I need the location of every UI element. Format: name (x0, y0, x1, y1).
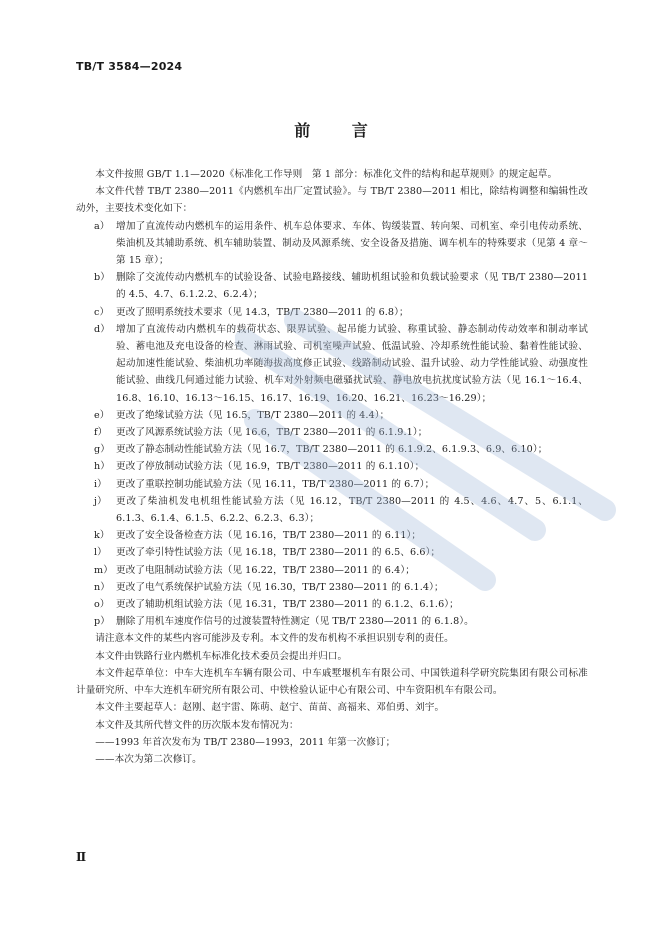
item-label: m） (94, 564, 113, 576)
item-text: 更改了重联控制功能试验方法（见 16.11，TB/T 2380—2011 的 6.7）； (116, 478, 435, 490)
item-label: p） (94, 616, 110, 628)
list-item (76, 218, 588, 270)
document-body (76, 166, 588, 768)
item-text: 更改了风源系统试验方法（见 16.6，TB/T 2380—2011 的 6.1.9.1）； (116, 427, 428, 439)
item-label: i） (94, 478, 107, 490)
item-text: 增加了直流传动内燃机车的载荷状态、限界试验、起吊能力试验、称重试验、静态制动传动效率和制动率试验、蓄电池及充电设备的检查、淋雨试验、司机室噪声试验、低温试验、冷却系统性能试验、黏着性能试验、起动加速性能试验、柴油机功率随海拔高度修正试验、线路制动试验、温升试验、动力学性能试验、动强度性能试验、曲线几何通过能力试验、机车对外射频电磁骚扰试验、静电放电抗扰度试验方法（见 16.1～16.4、16.8、16.10、16.13～16.15、16.17、16.19、16.20、16.21、16.23～16.29）； (116, 323, 588, 404)
paragraph-history-1993: ——1993 年首次发布为 TB/T 2380—1993，2011 年第一次修订； (95, 736, 396, 748)
item-text: 更改了照明系统技术要求（见 14.3，TB/T 2380—2011 的 6.8）； (116, 306, 409, 318)
item-label: j） (94, 495, 107, 507)
item-label: b） (94, 272, 110, 284)
page-number: Ⅱ (76, 850, 87, 864)
item-label: e） (94, 409, 110, 421)
list-item (76, 596, 588, 613)
list-item (76, 304, 588, 321)
change-list (76, 218, 588, 631)
list-item (76, 321, 588, 407)
item-label: g） (94, 444, 110, 456)
list-item (76, 562, 588, 579)
item-text: 删除了用机车速度作信号的过渡装置特性测定（见 TB/T 2380—2011 的 6.1.8）。 (116, 616, 474, 628)
item-label: l） (94, 547, 107, 559)
document-code: TB/T 3584—2024 (76, 60, 183, 73)
item-text: 更改了电气系统保护试验方法（见 16.30，TB/T 2380—2011 的 6.1.4）； (116, 581, 444, 593)
paragraph-replacement-note: 本文件代替 TB/T 2380—2011《内燃机车出厂定置试验》。与 TB/T 2380—2011 相比，除结构调整和编辑性改动外，主要技术变化如下： (76, 186, 588, 215)
item-text: 更改了牵引特性试验方法（见 16.18，TB/T 2380—2011 的 6.5、6.6）； (116, 547, 441, 559)
paragraph-drafters: 本文件主要起草人：赵刚、赵宇雷、陈萌、赵宁、苗苗、高福来、邓伯勇、刘宇。 (95, 702, 445, 714)
paragraph-committee: 本文件由铁路行业内燃机车标准化技术委员会提出并归口。 (95, 650, 348, 662)
item-label: o） (94, 599, 110, 611)
item-label: d） (94, 323, 110, 335)
item-label: f） (94, 427, 108, 439)
list-item (76, 493, 588, 527)
list-item (76, 579, 588, 596)
list-item (76, 407, 588, 424)
item-text: 更改了静态制动性能试验方法（见 16.7，TB/T 2380—2011 的 6.1.9.2、6.1.9.3、6.9、6.10）； (116, 444, 548, 456)
list-item (76, 527, 588, 544)
item-text: 更改了电阻制动试验方法（见 16.22，TB/T 2380—2011 的 6.4）； (116, 564, 415, 576)
item-label: k） (94, 530, 110, 542)
item-text: 更改了辅助机组试验方法（见 16.31，TB/T 2380—2011 的 6.1.2、6.1.6）； (116, 599, 459, 611)
item-label: h） (94, 461, 110, 473)
paragraph-drafting-rule: 本文件按照 GB/T 1.1—2020《标准化工作导则 第 1 部分：标准化文件的结构和起草规则》的规定起草。 (95, 169, 558, 180)
page-title: 前 言 (294, 121, 386, 140)
paragraph-drafting-units: 本文件起草单位：中车大连机车车辆有限公司、中车戚墅堰机车有限公司、中国铁道科学研究院集团有限公司标准计量研究所、中车大连机车研究所有限公司、中铁检验认证中心有限公司、中车资阳机车有限公司。 (76, 667, 588, 697)
list-item (76, 544, 588, 561)
paragraph-history-intro: 本文件及其所代替文件的历次版本发布情况为： (95, 719, 299, 731)
list-item (76, 441, 588, 458)
paragraph-patent-notice: 请注意本文件的某些内容可能涉及专利。本文件的发布机构不承担识别专利的责任。 (95, 633, 454, 645)
item-text: 删除了交流传动内燃机车的试验设备、试验电路接线、辅助机组试验和负载试验要求（见 TB/T 2380—2011 的 4.5、4.7、6.1.2.2、6.2.4）； (116, 272, 588, 301)
list-item (76, 458, 588, 475)
item-label: a） (94, 220, 110, 232)
item-text: 更改了柴油机发电机组性能试验方法（见 16.12，TB/T 2380—2011 的 4.5、4.6、4.7、5、6.1.1、6.1.3、6.1.4、6.1.5、6.2.2、6.2.3、6.3）； (116, 495, 588, 525)
item-text: 更改了安全设备检查方法（见 16.16，TB/T 2380—2011 的 6.11）； (116, 530, 422, 542)
list-item (76, 269, 588, 303)
item-text: 更改了绝缘试验方法（见 16.5，TB/T 2380—2011 的 4.4）； (116, 409, 390, 421)
item-text: 更改了停放制动试验方法（见 16.9，TB/T 2380—2011 的 6.1.10）； (116, 461, 425, 473)
list-item (76, 424, 588, 441)
paragraph-history-current: ——本次为第二次修订。 (95, 753, 202, 765)
item-label: n） (94, 581, 110, 593)
item-text: 增加了直流传动内燃机车的运用条件、机车总体要求、车体、钩缓装置、转向架、司机室、牵引电传动系统、柴油机及其辅助系统、机车辅助装置、制动及风源系统、安全设备及措施、调车机车的特殊要求（见第 4 章～第 15 章）； (116, 220, 588, 267)
list-item (76, 476, 588, 493)
item-label: c） (94, 306, 110, 318)
list-item (76, 613, 588, 630)
